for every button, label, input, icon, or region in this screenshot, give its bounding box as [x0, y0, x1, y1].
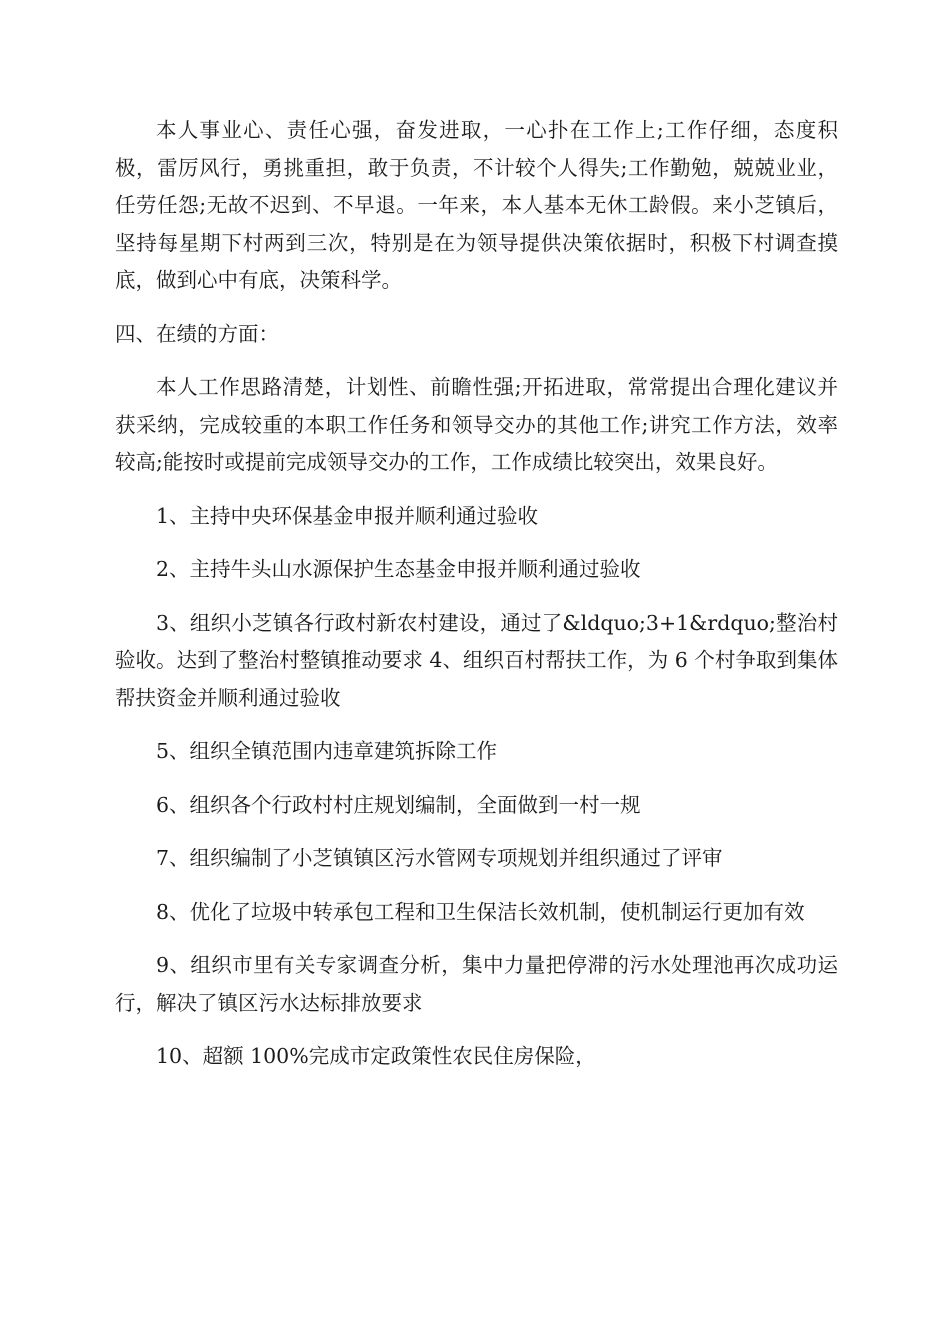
- section-heading-achievements: 四、在绩的方面：: [115, 321, 279, 346]
- list-item-9: 9、组织市里有关专家调查分析，集中力量把停滞的污水处理池再次成功运行，解决了镇区污水达标排放要求: [115, 953, 838, 1015]
- list-item-8: 8、优化了垃圾中转承包工程和卫生保洁长效机制，使机制运行更加有效: [156, 899, 805, 924]
- list-item-3-4: 3、组织小芝镇各行政村新农村建设，通过了&ldquo;3+1&rdquo;整治村验收。达到了整治村整镇推动要求 4、组织百村帮扶工作，为 6 个村争取到集体帮扶资金并顺利通过验收: [115, 610, 838, 710]
- list-item-10: 10、超额 100%完成市定政策性农民住房保险，: [156, 1044, 596, 1068]
- paragraph-work-attitude: 本人事业心、责任心强，奋发进取，一心扑在工作上;工作仔细，态度积极，雷厉风行，勇挑重担，敢于负责，不计较个人得失;工作勤勉，兢兢业业，任劳任怨;无故不迟到、不早退。一年来，本人基本无休工龄假。来小芝镇后，坚持每星期下村两到三次，特别是在为领导提供决策依据时，积极下村调查摸底，做到心中有底，决策科学。: [115, 118, 838, 292]
- list-item-5: 5、组织全镇范围内违章建筑拆除工作: [156, 739, 498, 763]
- paragraph-work-approach: 本人工作思路清楚，计划性、前瞻性强;开拓进取，常常提出合理化建议并获采纳，完成较重的本职工作任务和领导交办的其他工作;讲究工作方法，效率较高;能按时或提前完成领导交办的工作，工作成绩比较突出，效果良好。: [115, 375, 838, 474]
- list-item-2: 2、主持牛头山水源保护生态基金申报并顺利通过验收: [156, 557, 641, 581]
- list-item-6: 6、组织各个行政村村庄规划编制，全面做到一村一规: [156, 792, 641, 817]
- list-item-1: 1、主持中央环保基金申报并顺利通过验收: [156, 503, 539, 528]
- list-item-7: 7、组织编制了小芝镇镇区污水管网专项规划并组织通过了评审: [156, 846, 723, 870]
